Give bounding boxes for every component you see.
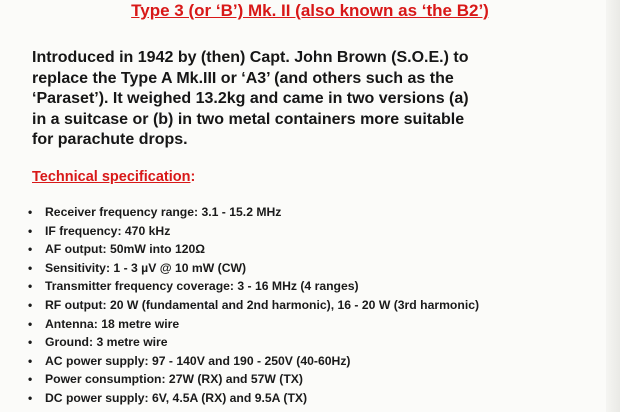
spec-item bbox=[28, 203, 608, 222]
intro-line: ‘Paraset’). It weighed 13.2kg and came in two versions (a) bbox=[32, 90, 469, 107]
bullet-icon: • bbox=[28, 372, 33, 387]
spec-item-text: Ground: 3 metre wire bbox=[45, 335, 168, 350]
spec-item bbox=[28, 259, 608, 278]
bullet-icon: • bbox=[28, 335, 33, 350]
bullet-icon: • bbox=[28, 316, 33, 331]
spec-item bbox=[28, 315, 608, 334]
intro-paragraph bbox=[32, 48, 607, 151]
spec-heading bbox=[32, 168, 195, 186]
spec-item-text: Sensitivity: 1 - 3 µV @ 10 mW (CW) bbox=[45, 260, 247, 275]
spec-item bbox=[28, 222, 608, 241]
spec-item-text: RF output: 20 W (fundamental and 2nd harmonic), 16 - 20 W (3rd harmonic) bbox=[45, 297, 480, 312]
bullet-icon: • bbox=[28, 279, 33, 294]
bullet-icon: • bbox=[28, 353, 33, 368]
bullet-icon: • bbox=[28, 223, 33, 238]
spec-item-text: Antenna: 18 metre wire bbox=[45, 316, 180, 331]
spec-item bbox=[28, 370, 608, 389]
spec-item bbox=[28, 240, 608, 259]
intro-line: for parachute drops. bbox=[32, 131, 188, 148]
spec-heading-text: Technical specification bbox=[32, 169, 191, 185]
spec-item bbox=[28, 296, 608, 315]
intro-line: Introduced in 1942 by (then) Capt. John Brown (S.O.E.) to bbox=[32, 49, 469, 66]
spec-item bbox=[28, 277, 608, 296]
spec-item-text: Power consumption: 27W (RX) and 57W (TX) bbox=[45, 372, 303, 387]
bullet-icon: • bbox=[28, 297, 33, 312]
spec-item-text: DC power supply: 6V, 4.5A (RX) and 9.5A (TX) bbox=[45, 390, 308, 405]
spec-heading-colon: : bbox=[190, 169, 196, 185]
spec-item-text: AF output: 50mW into 120Ω bbox=[45, 242, 206, 257]
spec-item-text: Receiver frequency range: 3.1 - 15.2 MHz bbox=[45, 205, 282, 219]
bullet-icon: • bbox=[28, 260, 33, 275]
bullet-icon: • bbox=[28, 205, 33, 219]
spec-item-text: Transmitter frequency coverage: 3 - 16 MHz (4 ranges) bbox=[45, 279, 359, 294]
spec-item bbox=[28, 333, 608, 352]
spec-item bbox=[28, 389, 608, 408]
intro-line: in a suitcase or (b) in two metal containers more suitable bbox=[32, 110, 465, 128]
page-edge-shadow bbox=[606, 0, 620, 412]
intro-line: replace the Type A Mk.III or ‘A3’ (and others such as the bbox=[32, 69, 454, 87]
spec-item bbox=[28, 352, 608, 371]
bullet-icon: • bbox=[28, 390, 33, 405]
spec-item-text: IF frequency: 470 kHz bbox=[45, 223, 171, 238]
spec-item-text: AC power supply: 97 - 140V and 190 - 250V (40-60Hz) bbox=[45, 353, 351, 368]
bullet-icon: • bbox=[28, 242, 33, 257]
spec-list bbox=[28, 203, 608, 408]
document-title: Type 3 (or ‘B’) Mk. II (also known as ‘the B2’) bbox=[131, 1, 489, 20]
